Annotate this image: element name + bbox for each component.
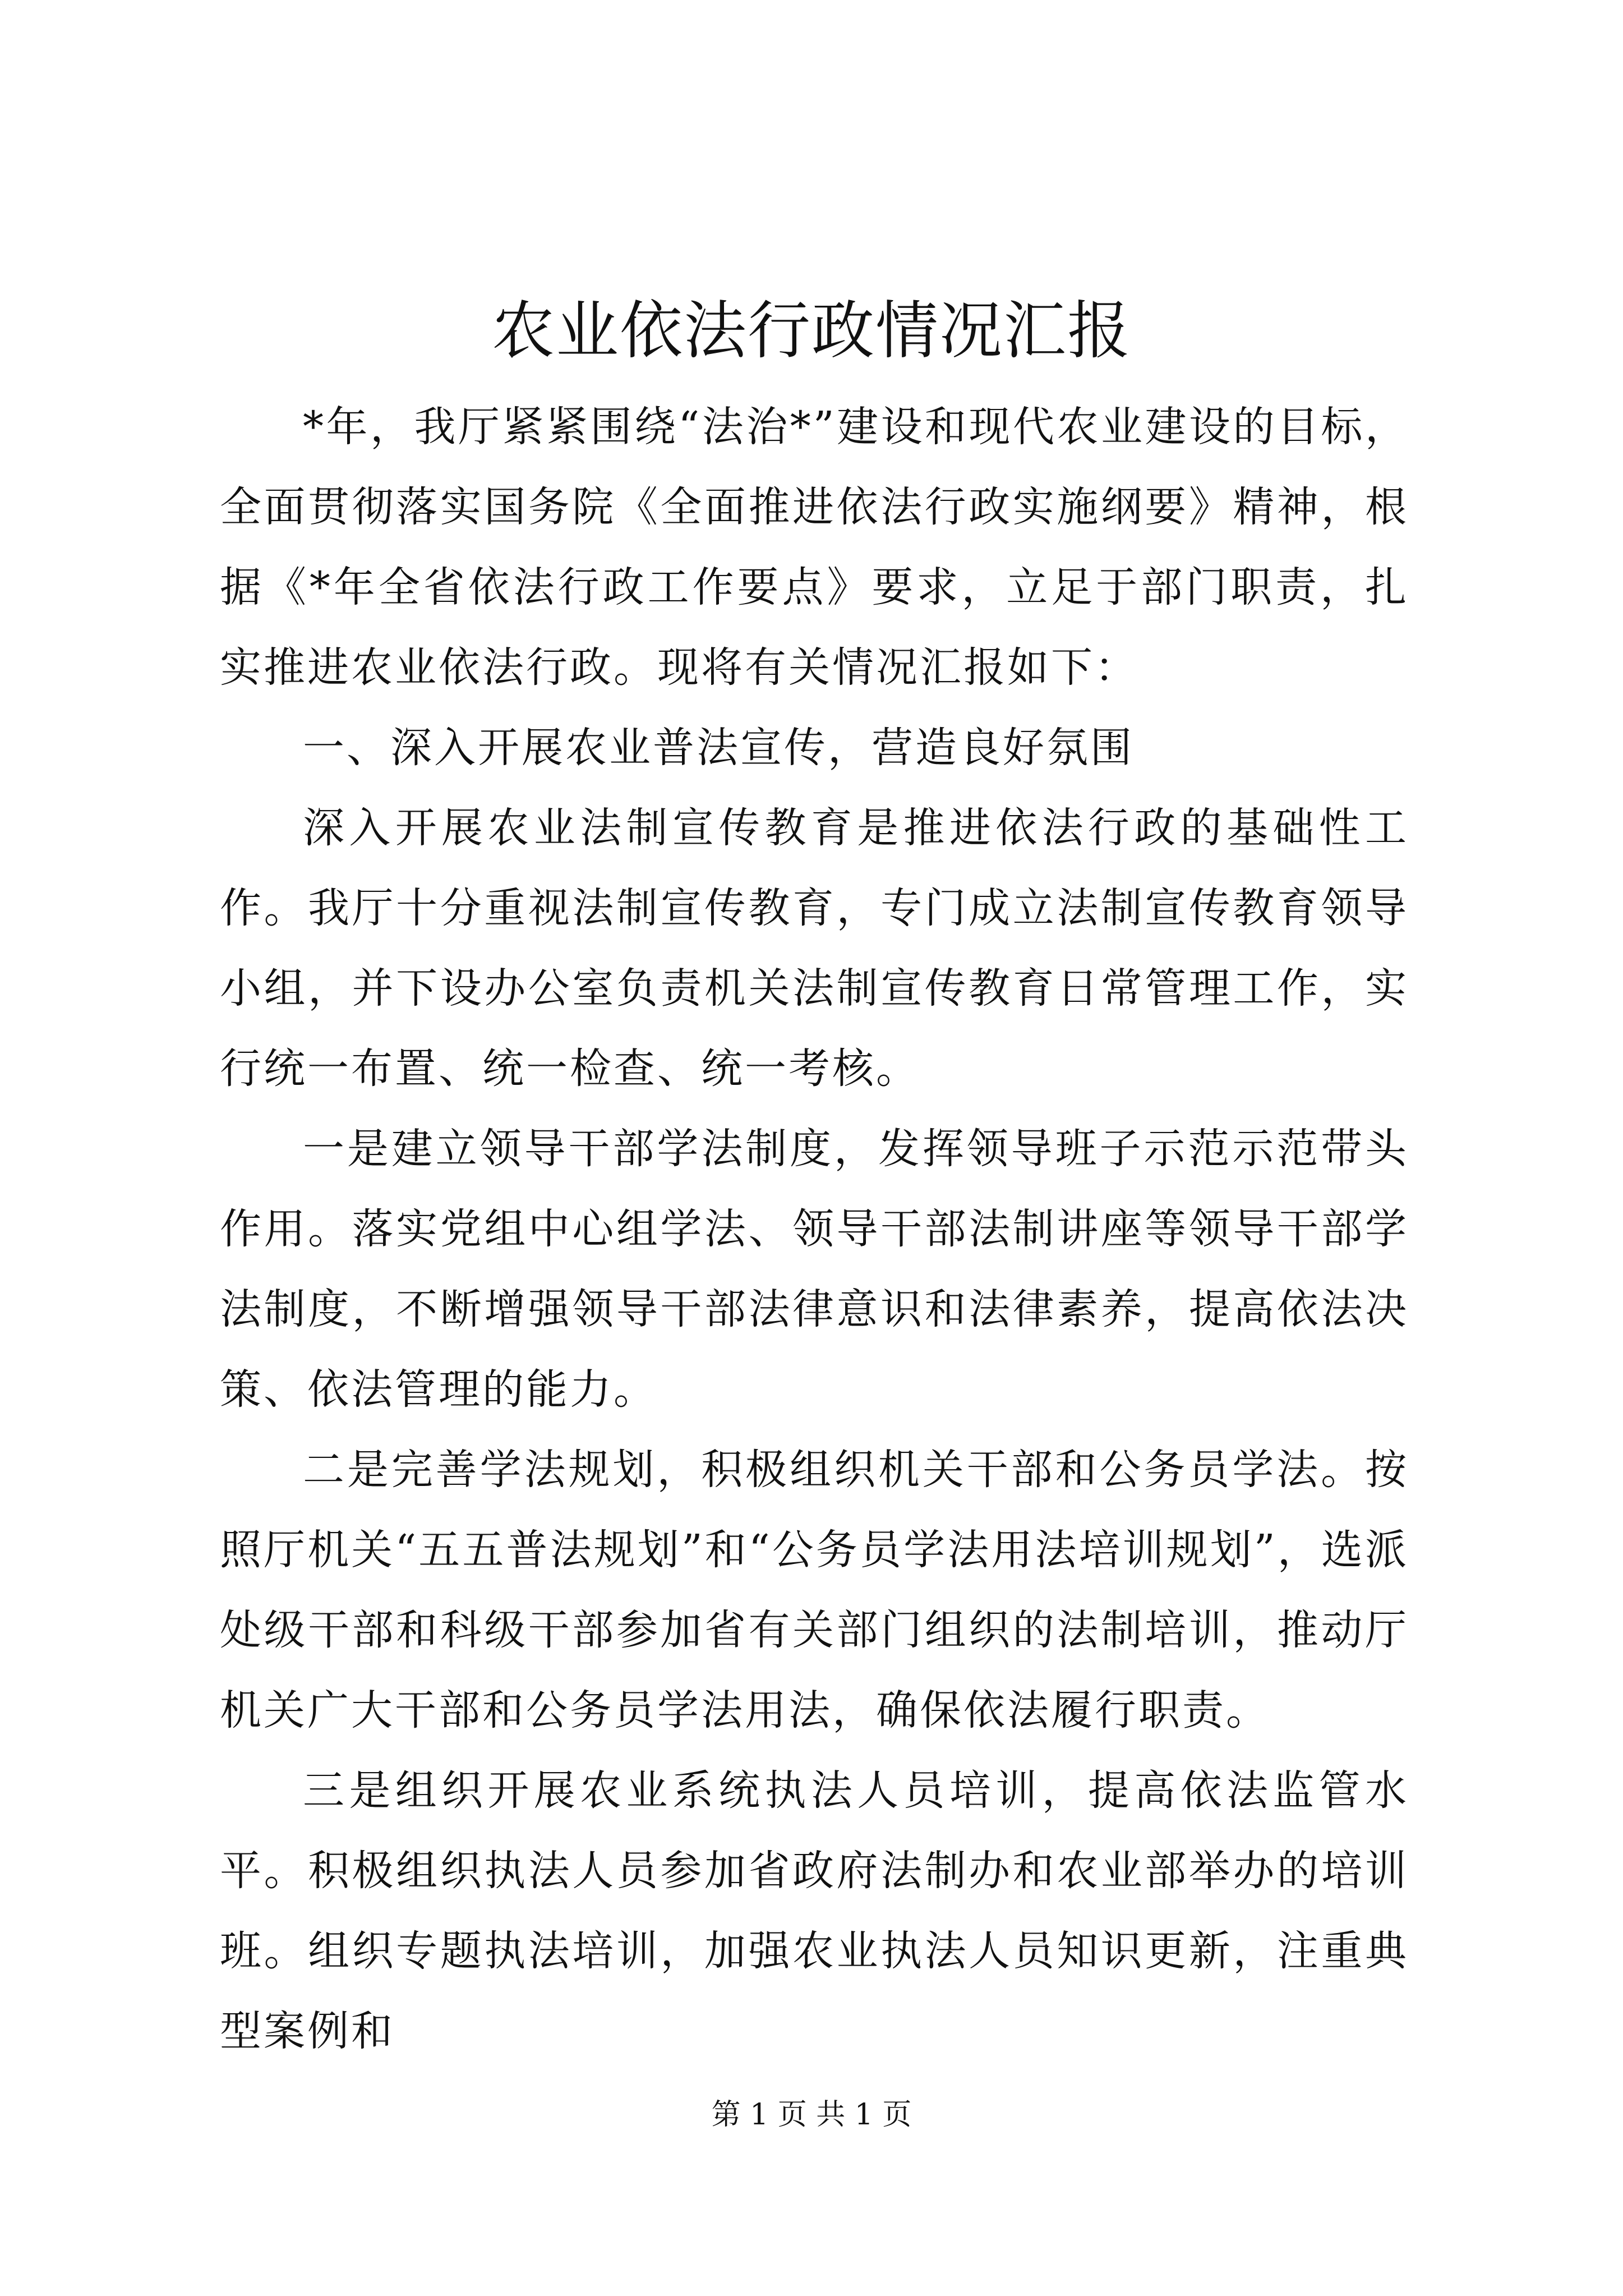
paragraph-point-3: 三是组织开展农业系统执法人员培训，提高依法监管水平。积极组织执法人员参加省政府法制办和农业部举办的培训班。组织专题执法培训，加强农业执法人员知识更新，注重典型案例和 — [220, 1766, 1409, 2055]
paragraph-intro: *年，我厅紧紧围绕“法治*”建设和现代农业建设的目标，全面贯彻落实国务院《全面推进依法行政实施纲要》精神，根据《*年全省依法行政工作要点》要求，立足于部门职责，扎实推进农业依法行政。现将有关情况汇报如下： — [220, 403, 1409, 692]
section-heading-1: 一、深入开展农业普法宣传，营造良好氛围 — [303, 724, 1134, 772]
paragraph-point-1: 一是建立领导干部学法制度，发挥领导班子示范示范带头作用。落实党组中心组学法、领导干部法制讲座等领导干部学法制度，不断增强领导干部法律意识和法律素养，提高依法决策、依法管理的能力。 — [220, 1125, 1409, 1414]
paragraph-legal-education: 深入开展农业法制宣传教育是推进依法行政的基础性工作。我厅十分重视法制宣传教育，专门成立法制宣传教育领导小组，并下设办公室负责机关法制宣传教育日常管理工作，实行统一布置、统一检查、统一考核。 — [220, 804, 1409, 1093]
page-footer: 第 1 页 共 1 页 — [711, 2098, 912, 2132]
document-title: 农业依法行政情况汇报 — [492, 295, 1131, 367]
document-body — [220, 387, 1409, 2072]
paragraph-point-2: 二是完善学法规划，积极组织机关干部和公务员学法。按照厅机关“五五普法规划”和“公务员学法用法培训规划”，选派处级干部和科级干部参加省有关部门组织的法制培训，推动厅机关广大干部和公务员学法用法，确保依法履行职责。 — [220, 1446, 1409, 1734]
